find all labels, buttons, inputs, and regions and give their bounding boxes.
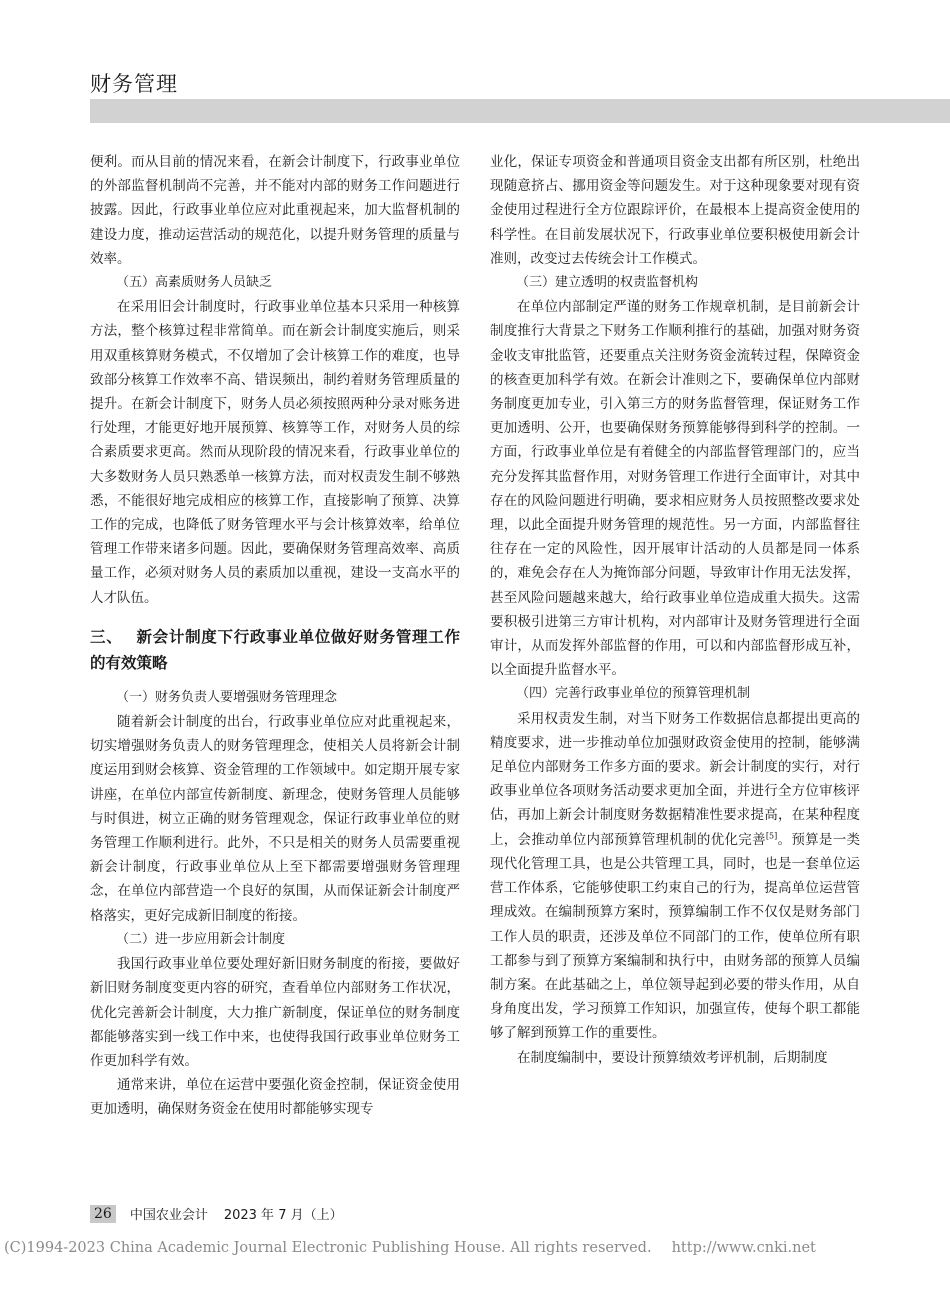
section-number: 三、 xyxy=(90,627,123,646)
paragraph: 业化，保证专项资金和普通项目资金支出都有所区别，杜绝出现随意挤占、挪用资金等问题发生。对于这种现象要对现有资金使用过程进行全方位跟踪评价，在最根本上提高资金使用的科学性。在目前发展状况下，行政事业单位要积极使用新会计准则，改变过去传统会计工作模式。 xyxy=(490,154,860,267)
paragraph: 我国行政事业单位要处理好新旧财务制度的衔接，要做好新旧财务制度变更内容的研究，查看单位内部财务工作状况，优化完善新会计制度，大力推广新制度，保证单位的财务制度都能够落实到一线工作中来，也使得我国行政事业单位财务工作更加科学有效。 xyxy=(90,956,460,1069)
cnki-url: http://www.cnki.net xyxy=(671,1240,816,1256)
paragraph: 在采用旧会计制度时，行政事业单位基本只采用一种核算方法，整个核算过程非常简单。而在新会计制度实施后，则采用双重核算财务模式，不仅增加了会计核算工作的难度，也导致部分核算工作效率不高、错误频出，制约着财务管理质量的提升。在新会计制度下，财务人员必须按照两种分录对账务进行处理，才能更好地开展预算、核算等工作，对财务人员的综合素质要求更高。然而从现阶段的情况来看，行政事业单位的大多数财务人员只熟悉单一核算方法，而对权责发生制不够熟悉，不能很好地完成相应的核算工作，直接影响了预算、决算工作的完成，也降低了财务管理水平与会计核算效率，给单位管理工作带来诸多问题。因此，要确保财务管理高效率、高质量工作，必须对财务人员的素质加以重视，建设一支高水平的人才队伍。 xyxy=(90,299,460,606)
section-heading-text: 新会计制度下行政事业单位做好财务管理工作的有效策略 xyxy=(90,627,460,672)
paragraph-text: 采用权责发生制，对当下财务工作数据信息都提出更高的精度要求，进一步推动单位加强财政资金使用的控制，能够满足单位内部财务工作多方面的要求。新会计制度的实行，对行政事业单位各项财务活动要求更加全面，并进行全方位审核评估，再加上新会计制度财务数据精准性要求提高，在某种程度上，会推动单位内部预算管理机制的优化完善 xyxy=(490,710,860,848)
paragraph: 在制度编制中，要设计预算绩效考评机制，后期制度 xyxy=(517,1049,828,1066)
subheading: （五）高素质财务人员缺乏 xyxy=(116,275,273,291)
page-footer xyxy=(90,1204,343,1223)
subheading: （一）财务负责人要增强财务管理理念 xyxy=(116,689,338,705)
issue-date: 2023 年 7 月（上） xyxy=(223,1208,343,1223)
right-column xyxy=(490,150,860,1070)
section-heading xyxy=(90,624,460,676)
left-column xyxy=(90,150,460,1122)
citation-ref: [5] xyxy=(765,831,778,841)
paragraph: 通常来讲，单位在运营中要强化资金控制，保证资金使用更加透明，确保财务资金在使用时都能够实现专 xyxy=(90,1077,460,1118)
section-title: 财务管理 xyxy=(90,72,178,96)
subheading: （二）进一步应用新会计制度 xyxy=(116,931,286,947)
copyright-watermark xyxy=(4,1240,946,1256)
paragraph-text: 。预算是一类现代化管理工具，也是公共管理工具，同时，也是一套单位运营工作体系，它能够使职工约束自己的行为，提高单位运营管理成效。在编制预算方案时，预算编制工作不仅仅是财务部门工作人员的职责，还涉及单位不同部门的工作，使单位所有职工都参与到了预算方案编制和执行中，由财务部的预算人员编制方案。在此基础之上，单位领导起到必要的带头作用，从自身角度出发，学习预算工作知识，加强宣传，使每个职工都能够了解到预算工作的重要性。 xyxy=(490,831,861,1042)
page-number: 26 xyxy=(90,1205,116,1223)
paragraph: 在单位内部制定严谨的财务工作规章机制，是目前新会计制度推行大背景之下财务工作顺利推行的基础，加强对财务资金收支审批监管，还要重点关注财务资金流转过程，保障资金的核查更加科学有效。在新会计准则之下，要确保单位内部财务制度更加专业，引入第三方的财务监督管理，保证财务工作更加透明、公开，也要确保财务预算能够得到科学的控制。一方面，行政事业单位是有着健全的内部监督管理部门的，应当充分发挥其监督作用，对财务管理工作进行全面审计，对其中存在的风险问题进行明确，要求相应财务人员按照整改要求处理，以此全面提升财务管理的规范性。另一方面，内部监督往往存在一定的风险性，因开展审计活动的人员都是同一体系的，难免会存在人为掩饰部分问题，导致审计作用无法发挥，甚至风险问题越来越大，给行政事业单位造成重大损失。这需要积极引进第三方审计机构，对内部审计及财务管理进行全面审计，从而发挥外部监督的作用，可以和内部监督形成互补，以全面提升监督水平。 xyxy=(490,299,860,679)
subheading: （四）完善行政事业单位的预算管理机制 xyxy=(516,686,751,702)
paragraph: 随着新会计制度的出台，行政事业单位应对此重视起来，切实增强财务负责人的财务管理理念，使相关人员将新会计制度运用到财会核算、资金管理的工作领域中。如定期开展专家讲座，在单位内部宣传新制度、新理念，使财务管理人员能够与时俱进，树立正确的财务管理观念，保证行政事业单位的财务管理工作顺利进行。此外，不只是相关的财务人员需要重视新会计制度，行政事业单位从上至下都需要增强财务管理理念，在单位内部营造一个良好的氛围，从而保证新会计制度严格落实，更好完成新旧制度的衔接。 xyxy=(90,714,460,924)
header-bar xyxy=(90,99,950,123)
journal-name: 中国农业会计 xyxy=(129,1208,208,1223)
paragraph: 便利。而从目前的情况来看，在新会计制度下，行政事业单位的外部监督机制尚不完善，并不能对内部的财务工作问题进行披露。因此，行政事业单位应对此重视起来，加大监督机制的建设力度，推动运营活动的规范化，以提升财务管理的质量与效率。 xyxy=(90,154,460,267)
subheading: （三）建立透明的权责监督机构 xyxy=(516,275,699,291)
copyright-text: (C)1994-2023 China Academic Journal Electronic Publishing House. All rights reserved. xyxy=(4,1240,652,1256)
paragraph xyxy=(490,707,860,1046)
